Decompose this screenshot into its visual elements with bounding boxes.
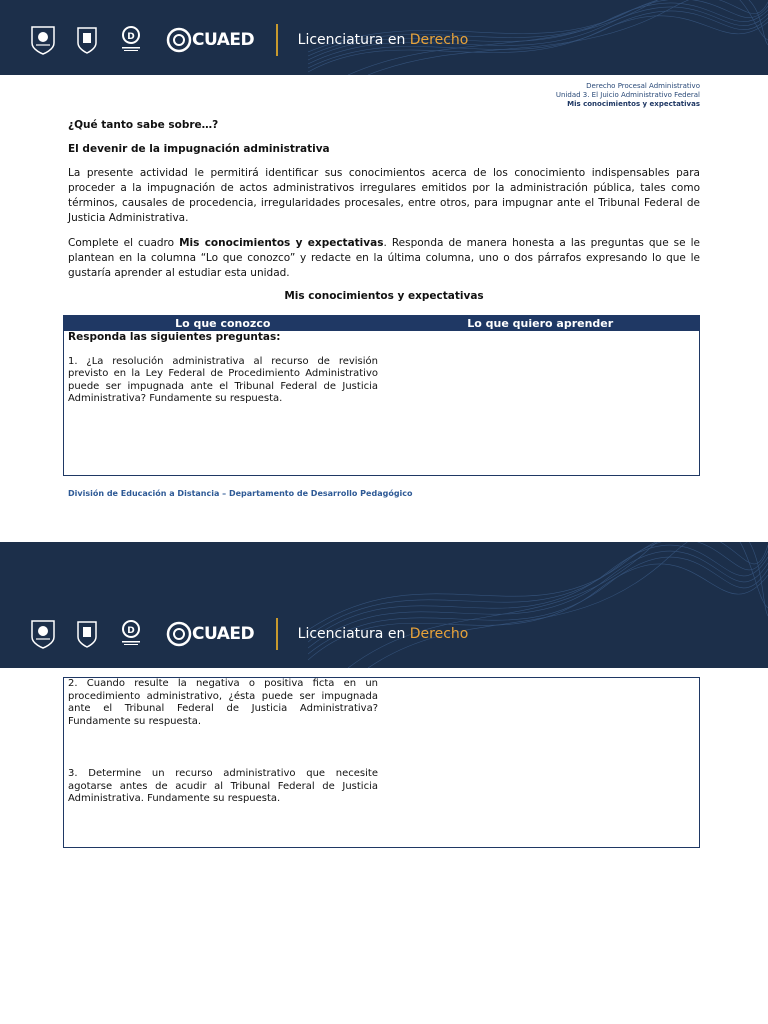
question-1: 1. ¿La resolución administrativa al recurso de revisión previsto en la Ley Federal de Procedimiento Administrativo puede ser impugnada ante el Tribunal Federal de Justicia Administrativa? Fundamente su respuesta.: [68, 355, 378, 404]
course-name: Derecho Procesal Administrativo: [586, 82, 700, 90]
svg-text:D: D: [127, 32, 135, 42]
fes-shield-icon: [74, 620, 100, 648]
intro-paragraph-2: [68, 236, 700, 281]
cuaed-circle-icon: [166, 621, 192, 647]
cuaed-label: CUAED: [192, 624, 255, 644]
header-banner: [0, 0, 768, 75]
intro-question: ¿Qué tanto sabe sobre…?: [68, 119, 219, 131]
banner-divider: [276, 24, 278, 56]
header-banner-page-2: [0, 542, 768, 668]
know-column: [64, 678, 382, 846]
cuaed-logo: [166, 621, 254, 647]
cuaed-logo: [166, 27, 254, 53]
p2-bold-text: Mis conocimientos y expectativas: [179, 237, 384, 249]
program-title: [298, 626, 469, 642]
table-body-continued: [64, 678, 699, 846]
intro-topic: El devenir de la impugnación administrativa: [68, 143, 330, 155]
program-title: [298, 32, 469, 48]
program-prefix: Licenciatura en: [297, 626, 410, 642]
document-meta: [556, 82, 700, 109]
p2-text-before: Complete el cuadro: [68, 237, 180, 249]
question-3: 3. Determine un recurso administrativo que necesite agotarse antes de acudir al Tribunal Federal de Justicia Administrativa. Fundamente su respuesta.: [68, 768, 378, 804]
table-body: [64, 331, 699, 475]
unam-shield-icon: [30, 620, 56, 648]
know-column: [64, 331, 382, 475]
cuaed-circle-icon: [166, 27, 192, 53]
program-prefix: Licenciatura en: [297, 32, 410, 48]
dgee-logo-icon: [118, 26, 144, 54]
footer-department: División de Educación a Distancia – Departamento de Desarrollo Pedagógico: [68, 489, 413, 498]
expectations-table: [63, 315, 700, 476]
banner-divider: [276, 618, 278, 650]
program-accent: Derecho: [409, 626, 469, 642]
table-instruction: Responda las siguientes preguntas:: [68, 331, 281, 343]
table-caption: Mis conocimientos y expectativas: [284, 290, 484, 302]
learn-column[interactable]: [382, 331, 699, 475]
learn-column[interactable]: [382, 678, 699, 846]
p2-text-after: . Responda de manera honesta a las preguntas que se le plantean en la columna “Lo que conozco” y redacte en la última columna, uno o dos párrafos expresando lo que le gustaría aprender al estudiar esta unidad.: [68, 237, 701, 279]
unam-shield-icon: [30, 26, 56, 54]
fes-shield-icon: [74, 26, 100, 54]
table-header: [64, 316, 699, 331]
expectations-table-continued: [63, 677, 700, 848]
unit-name: Unidad 3. El Juicio Administrativo Federal: [555, 91, 700, 99]
intro-paragraph-1: La presente actividad le permitirá identificar sus conocimientos acerca de los conocimiento indispensables para proceder a la impugnación de actos administrativos irregulares emitidos por la administración pública, tales como términos, causales de procedencia, irregularidades procesales, entre otros, para impugnar ante el Tribunal Federal de Justicia Administrativa.: [68, 167, 700, 224]
dgee-logo-icon: [118, 620, 144, 648]
col-header-know: Lo que conozco: [175, 317, 271, 330]
program-accent: Derecho: [409, 32, 469, 48]
activity-name: Mis conocimientos y expectativas: [567, 100, 700, 108]
svg-text:D: D: [127, 626, 135, 636]
cuaed-label: CUAED: [192, 30, 255, 50]
col-header-learn: Lo que quiero aprender: [467, 317, 614, 330]
question-2: 2. Cuando resulte la negativa o positiva ficta en un procedimiento administrativo, ¿ésta puede ser impugnada ante el Tribunal Federal de Justicia Administrativa? Fundamente su respuesta.: [68, 678, 378, 727]
